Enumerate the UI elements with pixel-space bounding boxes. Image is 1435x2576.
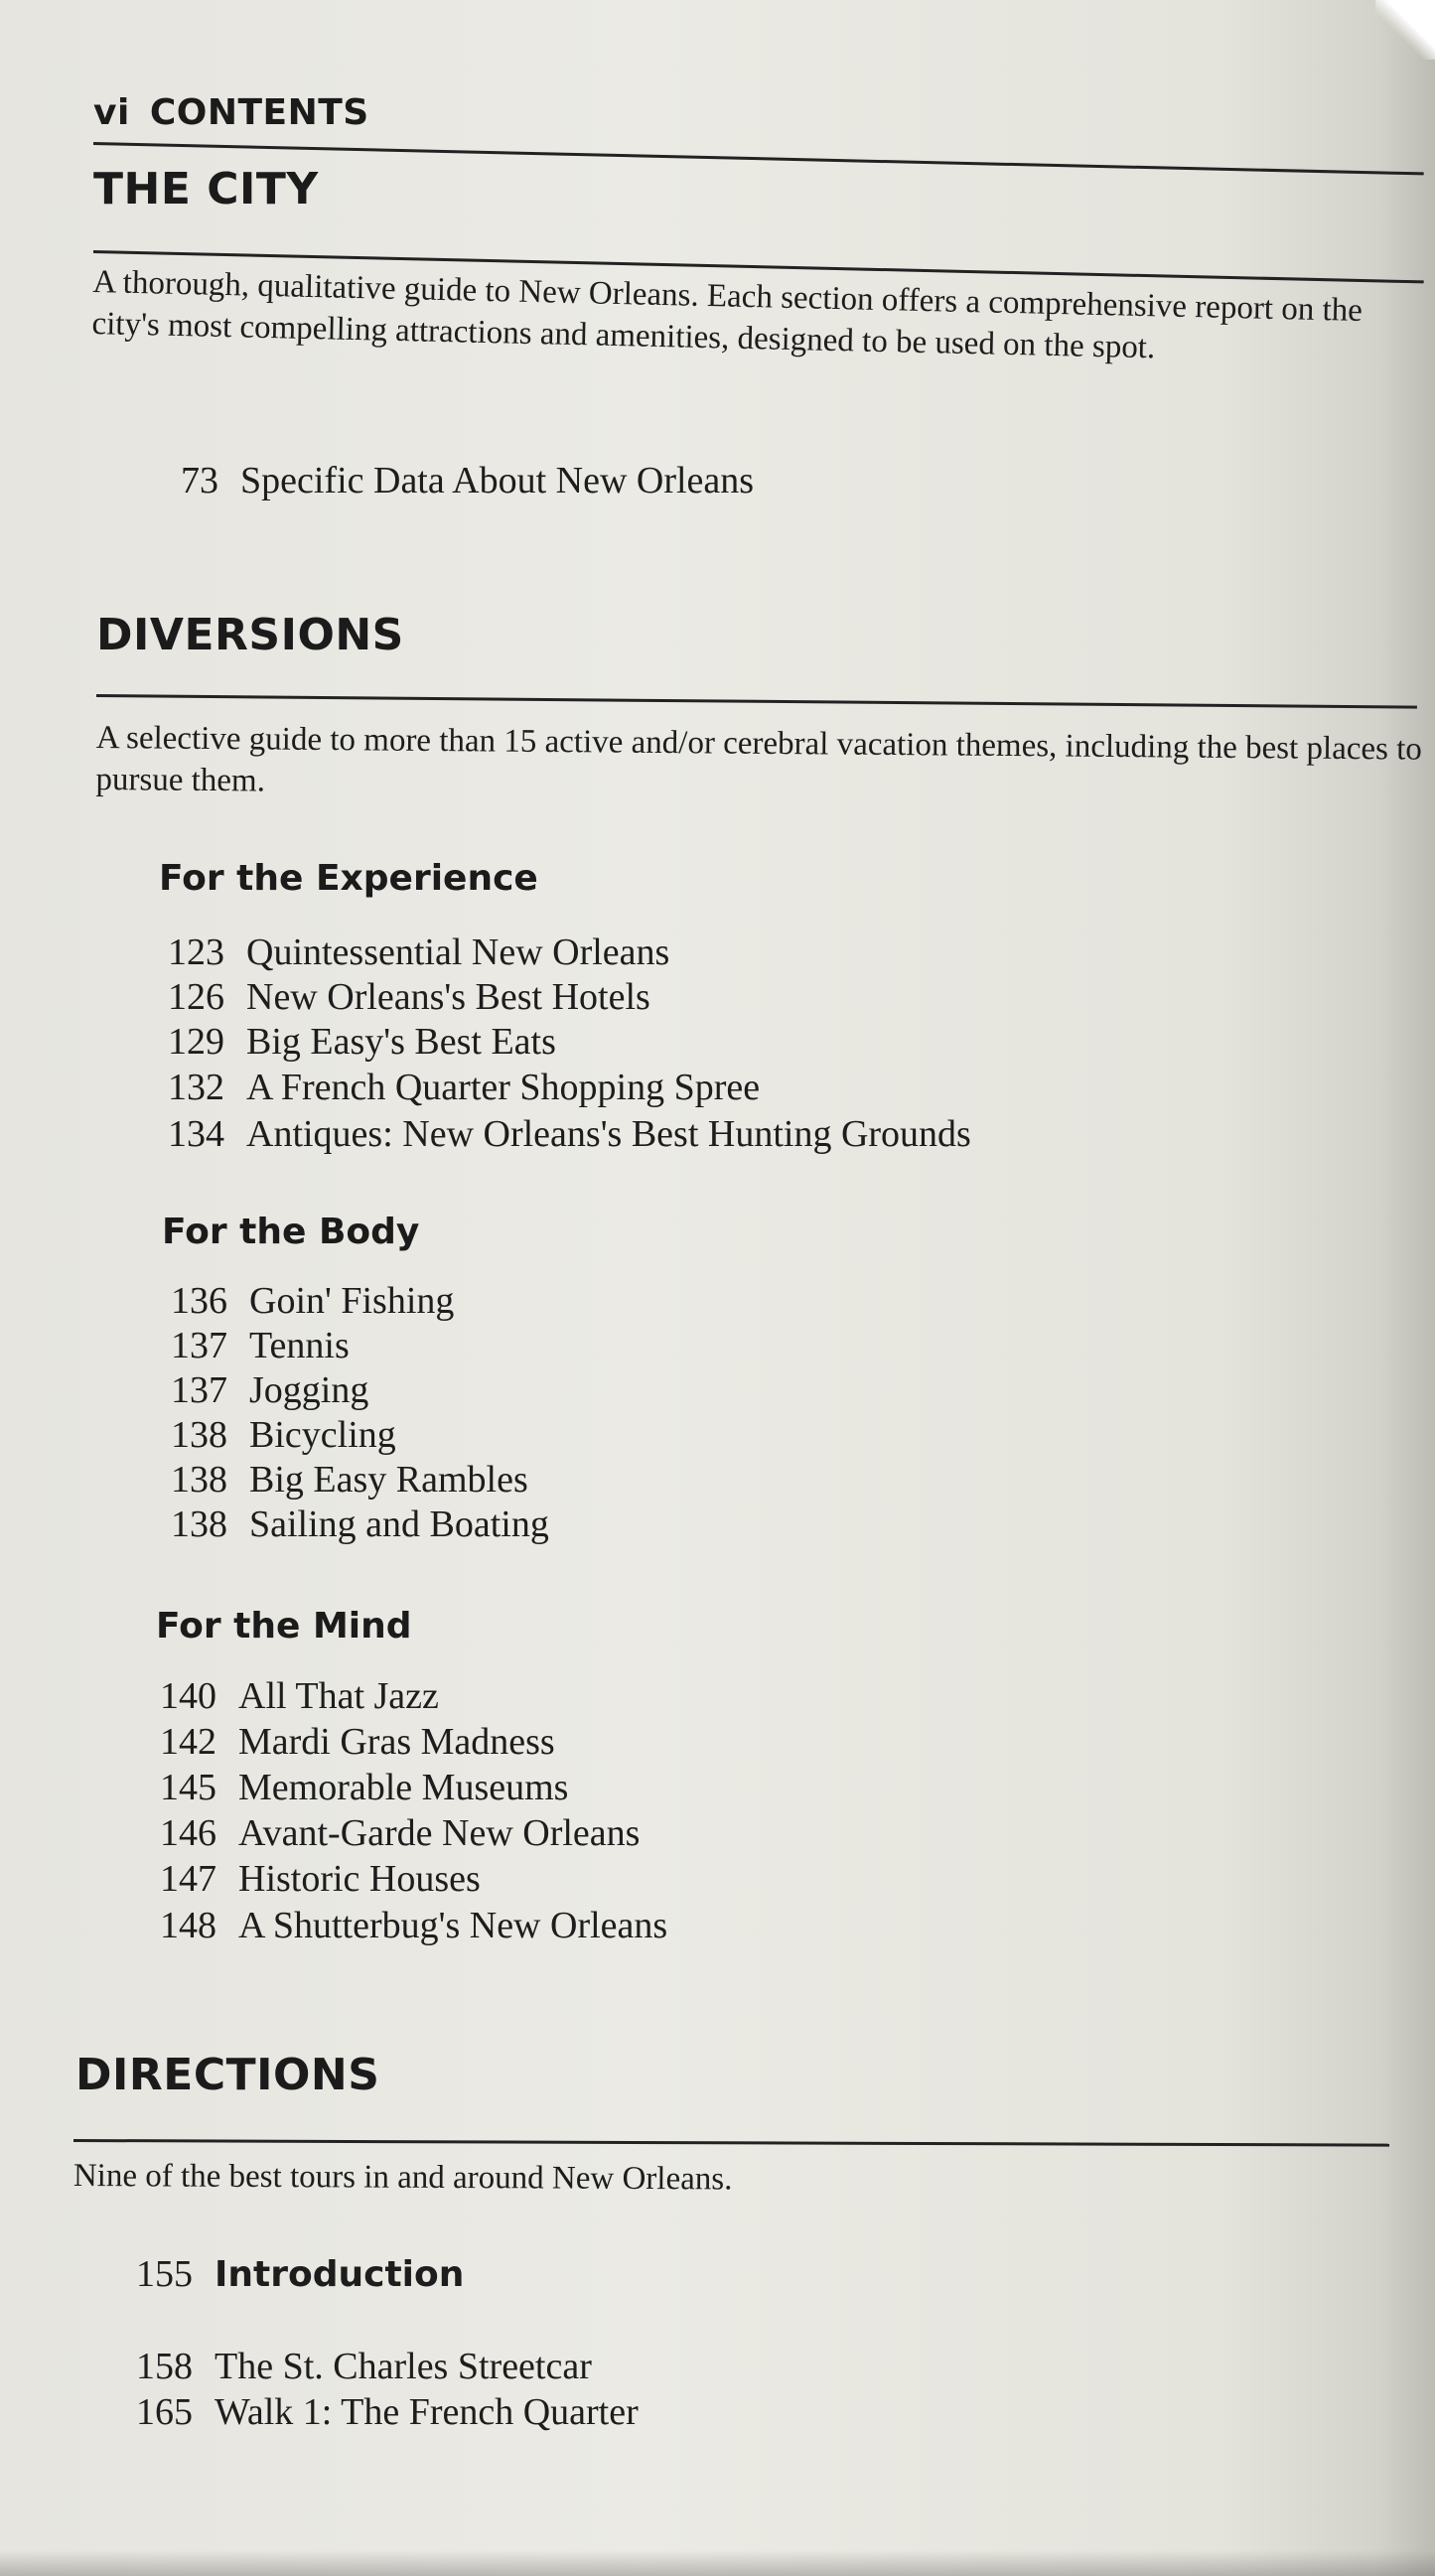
toc-entry <box>151 1720 555 1764</box>
entry-page-number: 137 <box>171 1369 227 1411</box>
entry-title: Historic Houses <box>238 1858 481 1900</box>
entry-page-number: 73 <box>181 460 218 501</box>
entry-page-number: 126 <box>168 976 224 1018</box>
entry-title: Big Easy's Best Eats <box>246 1021 556 1063</box>
toc-entry <box>162 1324 350 1367</box>
toc-entry <box>162 1279 454 1323</box>
entry-title: Memorable Museums <box>238 1767 569 1808</box>
entry-title: Jogging <box>249 1369 369 1411</box>
entry-title: Tennis <box>249 1325 350 1366</box>
entry-title: Specific Data About New Orleans <box>240 460 755 501</box>
entry-page-number: 158 <box>136 2346 193 2387</box>
toc-entry <box>174 459 754 502</box>
entry-title: Big Easy Rambles <box>249 1459 528 1501</box>
entry-page-number: 145 <box>160 1767 216 1808</box>
entry-page-number: 147 <box>160 1858 216 1900</box>
entry-page-number: 146 <box>160 1812 216 1854</box>
toc-entry <box>159 1112 971 1156</box>
entry-title: A Shutterbug's New Orleans <box>238 1905 668 1946</box>
entry-title: Antiques: New Orleans's Best Hunting Grounds <box>246 1113 971 1155</box>
entry-title: The St. Charles Streetcar <box>215 2346 592 2387</box>
entry-title: Avant-Garde New Orleans <box>238 1812 641 1854</box>
entry-page-number: 123 <box>168 931 224 973</box>
toc-entry <box>151 1674 439 1718</box>
entry-page-number: 140 <box>160 1675 216 1717</box>
entry-page-number: 138 <box>171 1414 227 1456</box>
toc-entry <box>151 1904 667 1947</box>
toc-entry <box>127 2390 639 2434</box>
entry-title: Mardi Gras Madness <box>238 1721 555 1763</box>
section-description-the-city: A thorough, qualitative guide to New Orleans. Each section offers a comprehensive report on the city's most compelling attractions and amenities, designed to be used on the spot. <box>91 263 1363 366</box>
toc-entry <box>159 1020 556 1064</box>
entry-title: Quintessential New Orleans <box>246 931 670 973</box>
section-description-diversions: A selective guide to more than 15 active and/or cerebral vacation themes, including the best places to pursue them. <box>95 719 1423 799</box>
entry-title: All That Jazz <box>238 1675 439 1717</box>
toc-entry <box>151 1857 481 1901</box>
subheading-for-the-experience: For the Experience <box>159 858 538 899</box>
entry-title: A French Quarter Shopping Spree <box>246 1067 761 1108</box>
entry-page-number: 136 <box>171 1280 227 1322</box>
subheading-for-the-body: For the Body <box>162 1212 420 1252</box>
entry-title: Goin' Fishing <box>249 1280 455 1322</box>
toc-entry <box>159 1066 760 1109</box>
entry-page-number: 155 <box>136 2253 193 2295</box>
toc-entry <box>162 1503 549 1546</box>
entry-page-number: 134 <box>168 1113 224 1155</box>
entry-title: Sailing and Boating <box>249 1503 549 1545</box>
entry-page-number: 138 <box>171 1503 227 1545</box>
toc-entry <box>159 975 650 1019</box>
section-title-diversions: DIVERSIONS <box>96 610 404 660</box>
entry-page-number: 132 <box>168 1067 224 1108</box>
entry-page-number: 142 <box>160 1721 216 1763</box>
entry-page-number: 165 <box>136 2391 193 2433</box>
entry-title: New Orleans's Best Hotels <box>246 976 650 1018</box>
toc-entry <box>151 1811 640 1855</box>
section-title-the-city: THE CITY <box>93 164 319 215</box>
entry-title: Walk 1: The French Quarter <box>215 2391 639 2433</box>
running-head <box>93 92 369 133</box>
entry-page-number: 137 <box>171 1325 227 1366</box>
section-description-directions: Nine of the best tours in and around New Orleans. <box>72 2158 733 2198</box>
entry-page-number: 129 <box>168 1021 224 1063</box>
page-corner <box>1375 0 1435 60</box>
toc-entry <box>162 1413 396 1457</box>
entry-page-number: 148 <box>160 1905 216 1946</box>
toc-entry <box>162 1458 528 1502</box>
entry-title: Introduction <box>215 2254 465 2295</box>
section-title-directions: DIRECTIONS <box>75 2050 380 2100</box>
toc-entry <box>127 2252 464 2296</box>
toc-entry <box>127 2345 592 2388</box>
subheading-for-the-mind: For the Mind <box>156 1606 412 1646</box>
running-head-label: CONTENTS <box>149 92 369 133</box>
section-rule-directions <box>73 2139 1389 2147</box>
entry-page-number: 138 <box>171 1459 227 1501</box>
entry-title: Bicycling <box>249 1414 396 1456</box>
page-folio: vi <box>93 92 130 133</box>
toc-entry <box>151 1766 568 1809</box>
page-bottom-edge <box>0 2550 1435 2576</box>
section-rule-diversions <box>96 694 1417 709</box>
toc-entry <box>162 1368 368 1412</box>
toc-entry <box>159 930 669 974</box>
